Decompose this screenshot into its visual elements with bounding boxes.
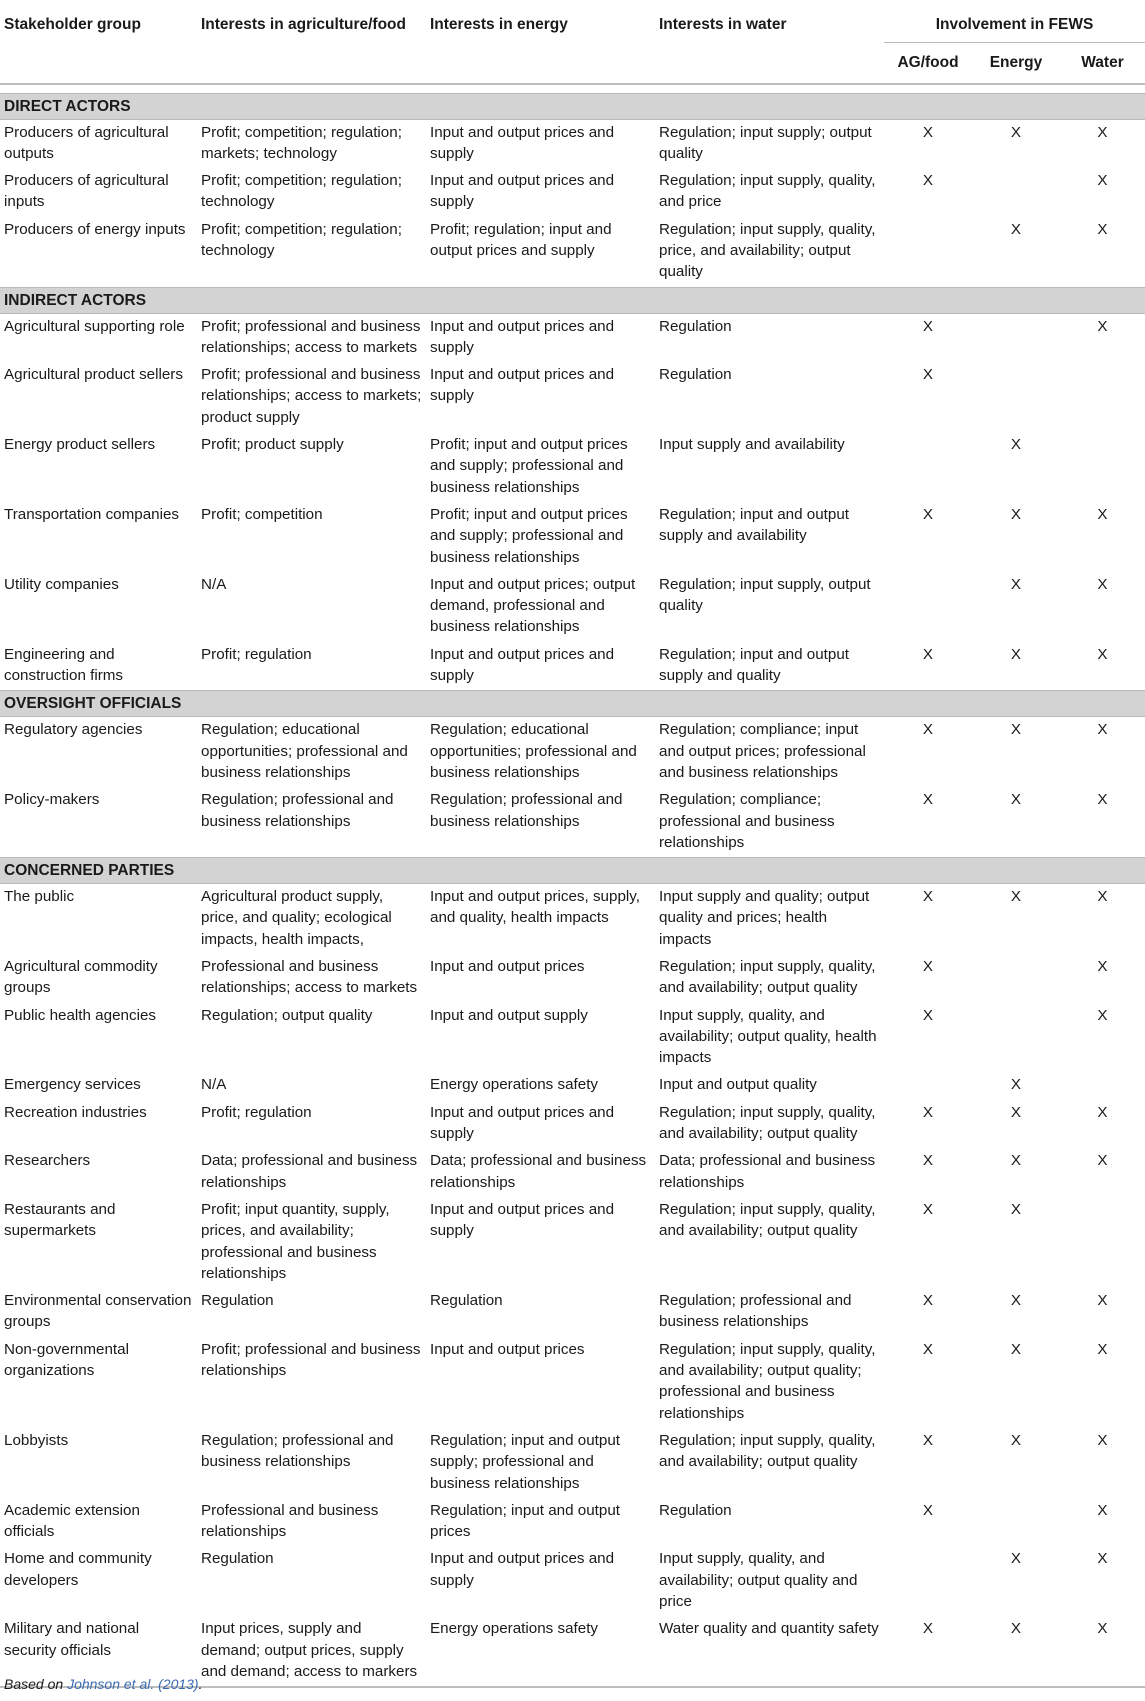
cell-involvement-energy: X	[1010, 721, 1022, 739]
col-header-water: Interests in water	[655, 0, 884, 84]
cell-involvement-water	[1060, 1072, 1145, 1099]
cell-involvement-water: X	[1097, 1501, 1108, 1519]
cell-interests-agri: Profit; input quantity, supply, prices, and availability; professional and business relationships	[201, 1200, 390, 1282]
cell-interests-agri: Profit; professional and business relationships; access to markets	[201, 317, 421, 356]
cell-interests-energy: Regulation; educational opportunities; professional and business relationships	[430, 721, 637, 781]
cell-interests-water: Data; professional and business relationships	[659, 1152, 876, 1191]
table-row	[0, 642, 1145, 691]
cell-involvement-ag: X	[922, 172, 934, 190]
cell-interests-agri: Profit; product supply	[201, 436, 344, 454]
cell-interests-water: Regulation; compliance; input and output prices; professional and business relationships	[659, 721, 866, 781]
cell-involvement-water: X	[1097, 1292, 1108, 1310]
cell-involvement-water: X	[1097, 1550, 1108, 1568]
cell-interests-energy: Input and output prices and supply	[430, 1103, 615, 1143]
cell-involvement-water: X	[1097, 172, 1108, 190]
cell-involvement-ag	[884, 1546, 972, 1616]
cell-involvement-water: X	[1097, 1340, 1108, 1358]
cell-interests-water: Regulation	[659, 1501, 732, 1519]
cell-interests-agri: Profit; regulation	[201, 1103, 312, 1121]
cell-involvement-ag: X	[922, 1152, 934, 1170]
section-header-row	[0, 858, 1145, 884]
cell-involvement-ag	[884, 1072, 972, 1099]
cell-involvement-water: X	[1097, 1103, 1108, 1121]
cell-involvement-energy: X	[1010, 791, 1022, 809]
cell-involvement-energy: X	[1010, 1292, 1022, 1310]
cell-involvement-water: X	[1097, 958, 1108, 975]
footnote-citation-link[interactable]: Johnson et al. (2013)	[67, 1676, 199, 1692]
cell-interests-water: Input supply, quality, and availability; output quality, health impacts	[659, 1006, 877, 1067]
cell-interests-energy: Input and output prices; output demand, professional and business relationships	[430, 575, 636, 636]
cell-interests-energy: Regulation; input and output prices	[430, 1501, 620, 1541]
cell-interests-energy: Profit; regulation; input and output prices and supply	[430, 220, 612, 259]
cell-involvement-water: X	[1097, 888, 1108, 906]
cell-involvement-energy	[972, 362, 1060, 432]
cell-interests-energy: Profit; input and output prices and supply; professional and business relationships	[430, 505, 628, 566]
cell-involvement-ag: X	[922, 791, 934, 809]
cell-involvement-ag: X	[922, 1340, 934, 1358]
section-title: DIRECT ACTORS	[0, 93, 1145, 119]
section-header-row	[0, 287, 1145, 313]
cell-involvement-energy: X	[1010, 1200, 1022, 1218]
cell-involvement-ag: X	[922, 1006, 934, 1024]
cell-interests-energy: Input and output prices	[430, 1340, 585, 1358]
cell-stakeholder-group: Lobbyists	[4, 1431, 69, 1449]
cell-interests-agri: Profit; competition; regulation; technology	[201, 220, 402, 259]
section-title: CONCERNED PARTIES	[0, 858, 1145, 884]
cell-interests-water: Regulation; professional and business relationships	[659, 1292, 852, 1331]
cell-stakeholder-group: Military and national security officials	[0, 1616, 197, 1687]
cell-involvement-energy: X	[1010, 1431, 1022, 1449]
cell-interests-agri: Profit; competition	[201, 505, 323, 523]
col-header-involvement: Involvement in FEWS	[884, 0, 1145, 42]
table-row	[0, 168, 1145, 217]
cell-interests-agri: Data; professional and business relationships	[201, 1152, 418, 1191]
cell-interests-agri: Profit; professional and business relationships	[201, 1340, 421, 1380]
table-row	[0, 432, 1145, 502]
cell-stakeholder-group: Restaurants and supermarkets	[4, 1200, 116, 1240]
cell-involvement-ag: X	[922, 366, 934, 384]
cell-stakeholder-group: Environmental conservation groups	[4, 1292, 192, 1331]
cell-interests-energy: Input and output prices and supply	[430, 172, 615, 211]
cell-interests-energy: Regulation; professional and business relationships	[430, 791, 623, 830]
cell-stakeholder-group: Producers of agricultural outputs	[4, 123, 169, 162]
table-row	[0, 502, 1145, 572]
cell-interests-energy: Energy operations safety	[426, 1616, 655, 1687]
col-header-sub-water: Water	[1060, 42, 1145, 84]
cell-involvement-water: X	[1097, 123, 1108, 141]
cell-interests-energy: Input and output prices and supply	[430, 366, 615, 405]
cell-involvement-ag: X	[922, 123, 934, 141]
cell-stakeholder-group: The public	[4, 888, 75, 906]
table-row	[0, 717, 1145, 787]
cell-involvement-ag: X	[922, 1103, 934, 1121]
table-row	[0, 1197, 1145, 1288]
table-body	[0, 84, 1145, 1688]
cell-interests-energy: Input and output prices, supply, and quality, health impacts	[430, 888, 640, 927]
cell-involvement-energy	[972, 1498, 1060, 1547]
cell-involvement-water	[1060, 432, 1145, 502]
cell-involvement-ag	[884, 572, 972, 642]
cell-involvement-water: X	[1097, 1006, 1108, 1024]
cell-interests-agri: Regulation	[201, 1292, 274, 1310]
cell-interests-energy: Input and output prices and supply	[430, 1550, 615, 1589]
table-row	[0, 1498, 1145, 1547]
cell-involvement-energy: X	[1010, 1550, 1022, 1568]
cell-stakeholder-group: Energy product sellers	[4, 436, 156, 454]
cell-interests-energy: Input and output prices and supply	[430, 317, 615, 356]
cell-interests-agri: Regulation; output quality	[201, 1006, 373, 1024]
table-footnote	[4, 1676, 202, 1692]
cell-interests-energy: Input and output prices and supply	[430, 1200, 615, 1240]
cell-interests-energy: Input and output prices	[430, 958, 585, 975]
table-row	[0, 362, 1145, 432]
cell-involvement-water: X	[1060, 1616, 1145, 1687]
cell-interests-agri: Regulation; professional and business relationships	[201, 1431, 394, 1471]
cell-involvement-energy: X	[1010, 1340, 1022, 1358]
cell-interests-energy: Input and output supply	[430, 1006, 588, 1024]
cell-involvement-water: X	[1097, 791, 1108, 809]
cell-interests-agri: Profit; regulation	[201, 645, 312, 663]
col-header-ag-food: AG/food	[884, 42, 972, 84]
table-row	[0, 572, 1145, 642]
cell-stakeholder-group: Agricultural product sellers	[4, 366, 183, 384]
cell-stakeholder-group: Transportation companies	[4, 505, 180, 523]
cell-involvement-energy: X	[1010, 645, 1022, 663]
table-row	[0, 1428, 1145, 1498]
cell-interests-water: Regulation; input supply, quality, and availability; output quality; professional and business relationships	[659, 1340, 876, 1422]
cell-involvement-energy: X	[1010, 220, 1022, 238]
cell-interests-agri: N/A	[201, 575, 227, 593]
table-header	[0, 0, 1145, 84]
cell-interests-water: Regulation; input supply, quality, and price	[659, 172, 876, 211]
cell-involvement-energy	[972, 1003, 1060, 1073]
cell-stakeholder-group: Recreation industries	[4, 1103, 147, 1121]
table-row	[0, 1072, 1145, 1099]
section-title: INDIRECT ACTORS	[0, 287, 1145, 313]
cell-interests-water: Regulation; input supply, quality, and availability; output quality	[659, 958, 876, 997]
cell-interests-energy: Data; professional and business relationships	[430, 1152, 647, 1191]
cell-involvement-water	[1060, 362, 1145, 432]
cell-stakeholder-group: Policy-makers	[4, 791, 100, 809]
cell-involvement-ag: X	[922, 888, 934, 906]
cell-stakeholder-group: Producers of agricultural inputs	[4, 172, 169, 211]
section-header-row	[0, 691, 1145, 717]
cell-interests-energy: Input and output prices and supply	[430, 645, 615, 685]
cell-interests-water: Input supply and quality; output quality and prices; health impacts	[659, 888, 870, 948]
cell-interests-water: Input and output quality	[659, 1076, 817, 1094]
col-header-agri: Interests in agriculture/food	[197, 0, 426, 84]
cell-interests-agri: Profit; competition; regulation; technology	[201, 172, 402, 211]
cell-involvement-water: X	[1097, 575, 1108, 593]
table-row	[0, 313, 1145, 362]
cell-interests-agri: Professional and business relationships	[201, 1501, 379, 1541]
cell-involvement-ag: X	[884, 1616, 972, 1687]
cell-stakeholder-group: Academic extension officials	[4, 1501, 140, 1541]
cell-stakeholder-group: Producers of energy inputs	[4, 220, 186, 238]
cell-involvement-water: X	[1097, 220, 1108, 238]
cell-involvement-ag	[884, 217, 972, 287]
cell-interests-water: Regulation; input supply; output quality	[659, 123, 872, 162]
cell-interests-water: Regulation; input supply, quality, and availability; output quality	[659, 1103, 876, 1143]
cell-stakeholder-group: Engineering and construction firms	[4, 645, 124, 685]
cell-involvement-energy	[972, 313, 1060, 362]
cell-involvement-ag: X	[922, 645, 934, 663]
footnote-prefix: Based on	[4, 1676, 68, 1692]
cell-involvement-water: X	[1097, 1431, 1108, 1449]
cell-interests-water: Regulation; input supply, output quality	[659, 575, 871, 615]
cell-interests-water: Regulation	[659, 317, 732, 335]
cell-interests-agri: Regulation; professional and business relationships	[201, 791, 394, 830]
cell-involvement-ag: X	[922, 1501, 934, 1519]
cell-interests-agri: Regulation; educational opportunities; professional and business relationships	[201, 721, 408, 781]
cell-stakeholder-group: Home and community developers	[4, 1550, 152, 1589]
table-row	[0, 1148, 1145, 1197]
cell-interests-water: Input supply and availability	[659, 436, 845, 454]
cell-interests-agri: Profit; professional and business relationships; access to markets; product supply	[201, 366, 422, 426]
cell-interests-agri: Agricultural product supply, price, and quality; ecological impacts, health impacts,	[201, 888, 392, 948]
cell-interests-water: Regulation; input and output supply and availability	[659, 505, 849, 545]
cell-involvement-energy	[972, 168, 1060, 217]
table-row	[0, 787, 1145, 857]
table-row	[0, 1100, 1145, 1149]
cell-interests-energy: Regulation	[430, 1292, 503, 1310]
cell-interests-agri: Input prices, supply and demand; output prices, supply and demand; access to markers	[197, 1616, 426, 1687]
cell-involvement-energy: X	[1010, 1103, 1022, 1121]
cell-involvement-energy: X	[1010, 888, 1022, 906]
cell-stakeholder-group: Non-governmental organizations	[4, 1340, 129, 1380]
cell-stakeholder-group: Emergency services	[4, 1076, 141, 1094]
table-row	[0, 119, 1145, 168]
cell-involvement-water: X	[1097, 721, 1108, 739]
cell-involvement-ag: X	[922, 505, 934, 523]
cell-interests-agri: Profit; competition; regulation; markets; technology	[201, 123, 402, 162]
table-row	[0, 217, 1145, 287]
table-row	[0, 954, 1145, 1003]
cell-involvement-energy	[972, 954, 1060, 1003]
cell-interests-water: Regulation; input and output supply and quality	[659, 645, 849, 685]
footnote-suffix: .	[198, 1676, 203, 1692]
cell-involvement-water	[1060, 1197, 1145, 1288]
col-header-energy: Interests in energy	[426, 0, 655, 84]
cell-involvement-ag: X	[922, 958, 934, 975]
section-title: OVERSIGHT OFFICIALS	[0, 691, 1145, 717]
cell-involvement-energy: X	[1010, 123, 1022, 141]
col-header-stakeholder: Stakeholder group	[0, 0, 197, 84]
cell-interests-water: Regulation	[659, 366, 732, 384]
table-row	[0, 1288, 1145, 1337]
cell-interests-energy: Energy operations safety	[430, 1076, 599, 1094]
cell-interests-water: Regulation; compliance; professional and business relationships	[659, 791, 835, 851]
cell-interests-energy: Input and output prices and supply	[430, 123, 615, 162]
cell-involvement-ag: X	[922, 1431, 934, 1449]
cell-interests-water: Water quality and quantity safety	[655, 1616, 884, 1687]
cell-involvement-energy: X	[1010, 1076, 1022, 1094]
cell-involvement-water: X	[1097, 645, 1108, 663]
cell-stakeholder-group: Public health agencies	[4, 1006, 156, 1024]
cell-interests-water: Regulation; input supply, quality, and availability; output quality	[659, 1431, 876, 1471]
cell-involvement-energy: X	[1010, 1152, 1022, 1170]
cell-stakeholder-group: Agricultural supporting role	[4, 317, 185, 335]
cell-interests-water: Regulation; input supply, quality, price, and availability; output quality	[659, 220, 876, 281]
table-row	[0, 884, 1145, 954]
table-row	[0, 1546, 1145, 1616]
cell-interests-energy: Profit; input and output prices and supply; professional and business relationships	[430, 436, 628, 496]
cell-stakeholder-group: Agricultural commodity groups	[4, 958, 158, 997]
cell-interests-agri: Professional and business relationships; access to markets	[201, 958, 418, 997]
cell-interests-water: Input supply, quality, and availability; output quality and price	[659, 1550, 858, 1611]
cell-stakeholder-group: Researchers	[4, 1152, 91, 1170]
cell-interests-water: Regulation; input supply, quality, and availability; output quality	[659, 1200, 876, 1240]
cell-involvement-ag: X	[922, 1292, 934, 1310]
table-row	[0, 1003, 1145, 1073]
cell-involvement-energy: X	[1010, 436, 1022, 454]
section-header-row	[0, 93, 1145, 119]
cell-involvement-water: X	[1097, 317, 1108, 335]
cell-involvement-water: X	[1097, 505, 1108, 523]
col-header-sub-energy: Energy	[972, 42, 1060, 84]
cell-involvement-ag	[884, 432, 972, 502]
cell-involvement-energy: X	[1010, 505, 1022, 523]
cell-involvement-ag: X	[922, 317, 934, 335]
cell-involvement-energy: X	[1010, 575, 1022, 593]
cell-stakeholder-group: Utility companies	[4, 575, 119, 593]
cell-involvement-ag: X	[922, 1200, 934, 1218]
cell-involvement-energy: X	[972, 1616, 1060, 1687]
table-row	[0, 1337, 1145, 1428]
cell-interests-energy: Regulation; input and output supply; professional and business relationships	[430, 1431, 620, 1492]
cell-stakeholder-group: Regulatory agencies	[4, 721, 143, 739]
cell-interests-agri: N/A	[201, 1076, 227, 1094]
cell-involvement-water: X	[1097, 1152, 1108, 1170]
cell-involvement-ag: X	[922, 721, 934, 739]
cell-interests-agri: Regulation	[201, 1550, 274, 1568]
